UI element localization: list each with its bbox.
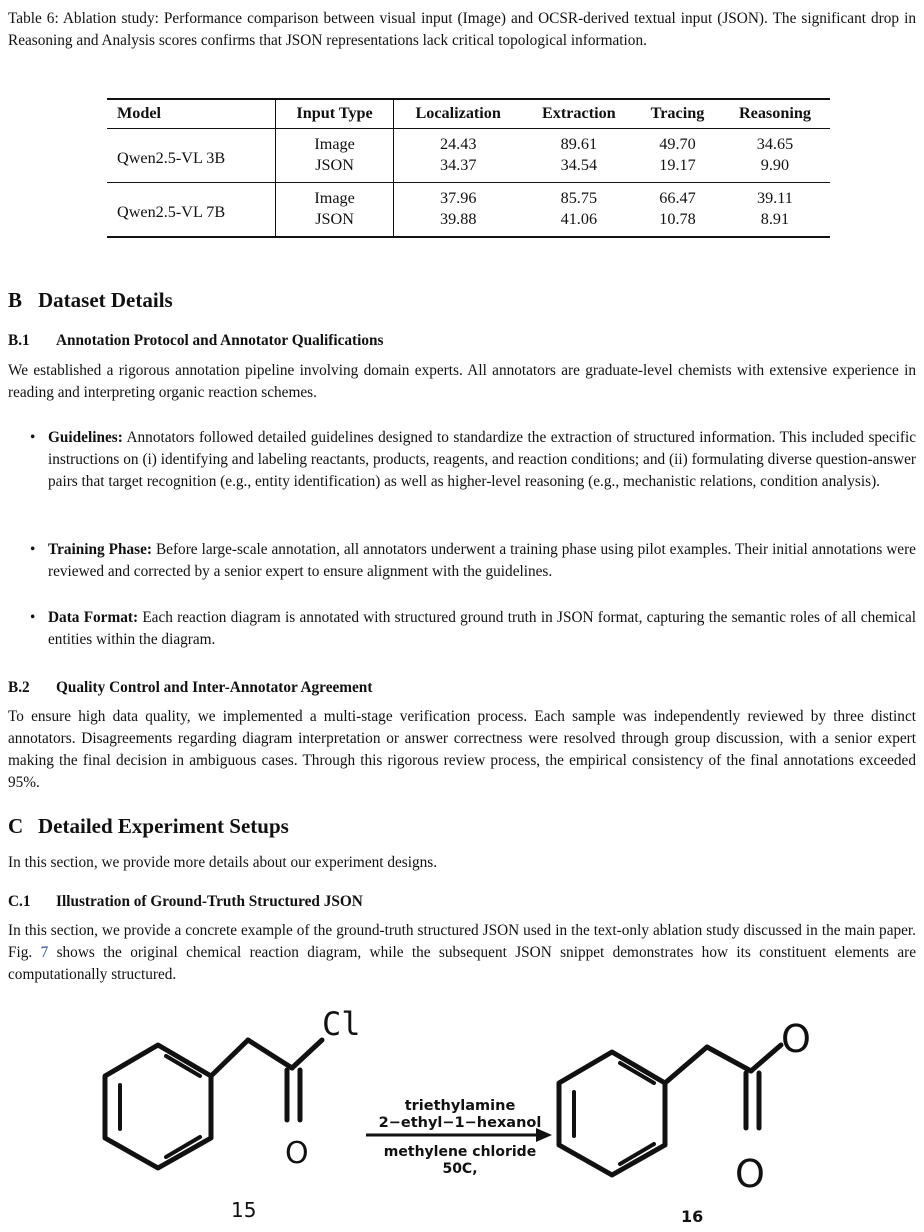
col-header-tracing: Tracing: [650, 104, 705, 122]
reagent-label: 2−ethyl−1−hexanol: [378, 1115, 542, 1131]
paragraph-b1-intro: We established a rigorous annotation pipeline involving domain experts. All annotators are graduate-level chemists with extensive experience in reading and interpreting organic reaction schemes.: [8, 362, 916, 401]
bullet-training-phase: • Training Phase: Before large-scale annotation, all annotators underwent a training phase using pilot examples. Their initial annotations were reviewed and corrected by a senior expert to ensure alignment with the guidelines.: [30, 541, 916, 580]
chlorine-atom-label: Cl: [322, 1005, 361, 1043]
tracing-cell: 66.47: [659, 189, 696, 207]
subsection-heading-c1: C.1 Illustration of Ground-Truth Structured JSON: [8, 893, 363, 910]
subsection-heading-b1: B.1 Annotation Protocol and Annotator Qualifications: [8, 332, 384, 349]
model-cell: Qwen2.5-VL 3B: [107, 129, 276, 183]
table-row: [107, 129, 830, 156]
paragraph-c-intro: In this section, we provide more details about our experiment designs.: [8, 854, 438, 871]
product-oxygen-top-label: O: [781, 1017, 811, 1061]
tracing-cell: 19.17: [659, 156, 696, 174]
extraction-cell: 34.54: [560, 156, 598, 174]
product-oxygen-bottom-label: O: [735, 1152, 765, 1196]
localization-cell: 37.96: [439, 189, 477, 207]
table-caption: Table 6: Ablation study: Performance comparison between visual input (Image) and OCSR-derived textual input (JSON). The significant drop in Reasoning and Analysis scores confirms that JSON representations lack critical topological information.: [8, 10, 916, 49]
reaction-diagram: [0, 930, 924, 1232]
section-heading-b: B Dataset Details: [8, 288, 173, 312]
figure-reference-link[interactable]: 7: [40, 944, 49, 961]
col-header-input-type: Input Type: [276, 99, 393, 129]
table-group-7b: [107, 183, 830, 238]
tracing-cell: 10.78: [659, 210, 696, 228]
localization-cell: 39.88: [439, 210, 477, 228]
input-type-cell: JSON: [276, 209, 393, 237]
solvent-label: methylene chloride: [383, 1144, 537, 1160]
reactant-id-label: 15: [231, 1198, 257, 1222]
ablation-table: [107, 98, 830, 238]
reasoning-cell: 8.91: [760, 210, 790, 228]
localization-cell: 34.37: [439, 156, 477, 174]
paragraph-c1: In this section, we provide a concrete example of the ground-truth structured JSON used in the text-only ablation study discussed in the main paper. Fig. 7 shows the original chemical reaction diagram, while the subsequent JSON snippet demonstrates how its constituent elements are computationally structured.: [8, 922, 916, 983]
col-header-localization: Localization: [415, 104, 501, 122]
reasoning-cell: 9.90: [760, 156, 790, 174]
reactant-oxygen-label: O: [285, 1136, 309, 1171]
reaction-scheme: [0, 930, 924, 1232]
bullet-term: Guidelines:: [48, 429, 123, 446]
reagent-label: triethylamine: [404, 1098, 516, 1114]
paragraph-b2: To ensure high data quality, we implemented a multi-stage verification process. Each sample was independently reviewed by three distinct annotators. Disagreements regarding diagram interpretation or answer correctness were resolved through group discussion, with a senior expert making the final decision in ambiguous cases. Through this rigorous review process, the empirical consistency of the final annotations exceeded 95%.: [8, 708, 916, 791]
table-group-3b: [107, 129, 830, 183]
tracing-cell: 49.70: [659, 135, 696, 153]
input-type-cell: Image: [276, 183, 393, 210]
extraction-cell: 41.06: [560, 210, 598, 228]
table-row: [107, 183, 830, 210]
bullet-text: Each reaction diagram is annotated with structured ground truth in JSON format, capturing the semantic roles of all chemical entities within the diagram.: [48, 609, 917, 648]
reasoning-cell: 34.65: [756, 135, 794, 153]
col-header-extraction: Extraction: [541, 104, 616, 122]
reasoning-cell: 39.11: [757, 189, 793, 207]
model-cell: Qwen2.5-VL 7B: [107, 183, 276, 238]
table-header-row: [107, 99, 830, 129]
bullet-text: Annotators followed detailed guidelines designed to standardize the extraction of structured information. This included specific instructions on (i) identifying and labeling reactants, products, reagents, and reaction conditions; and (ii) formulating diverse question-answer pairs that target recognition (e.g., entity identification) as well as higher-level reasoning (e.g., mechanistic relations, condition analysis).: [48, 429, 917, 490]
col-header-reasoning: Reasoning: [738, 104, 811, 122]
bullet-text: Before large-scale annotation, all annotators underwent a training phase using pilot examples. Their initial annotations were reviewed and corrected by a senior expert to ensure alignment with the guidelines.: [48, 541, 916, 580]
extraction-cell: 85.75: [560, 189, 598, 207]
col-header-model: Model: [107, 99, 276, 129]
condition-label: 50C,: [442, 1161, 478, 1177]
bullet-term: Data Format:: [48, 609, 139, 626]
input-type-cell: JSON: [276, 155, 393, 183]
bullet-guidelines: • Guidelines: Annotators followed detailed guidelines designed to standardize the extraction of structured information. This included specific instructions on (i) identifying and labeling reactants, products, reagents, and reaction conditions; and (ii) formulating diverse question-answer pairs that target recognition (e.g., entity identification) as well as higher-level reasoning (e.g., mechanistic relations, condition analysis).: [30, 429, 917, 490]
bullet-term: Training Phase:: [48, 541, 152, 558]
extraction-cell: 89.61: [560, 135, 598, 153]
product-id-label: 16: [681, 1207, 704, 1226]
bullet-data-format: • Data Format: Each reaction diagram is annotated with structured ground truth in JSON format, capturing the semantic roles of all chemical entities within the diagram.: [30, 609, 917, 648]
subsection-heading-b2: B.2 Quality Control and Inter-Annotator Agreement: [8, 679, 373, 696]
localization-cell: 24.43: [439, 135, 477, 153]
input-type-cell: Image: [276, 129, 393, 156]
section-heading-c: C Detailed Experiment Setups: [8, 814, 289, 838]
